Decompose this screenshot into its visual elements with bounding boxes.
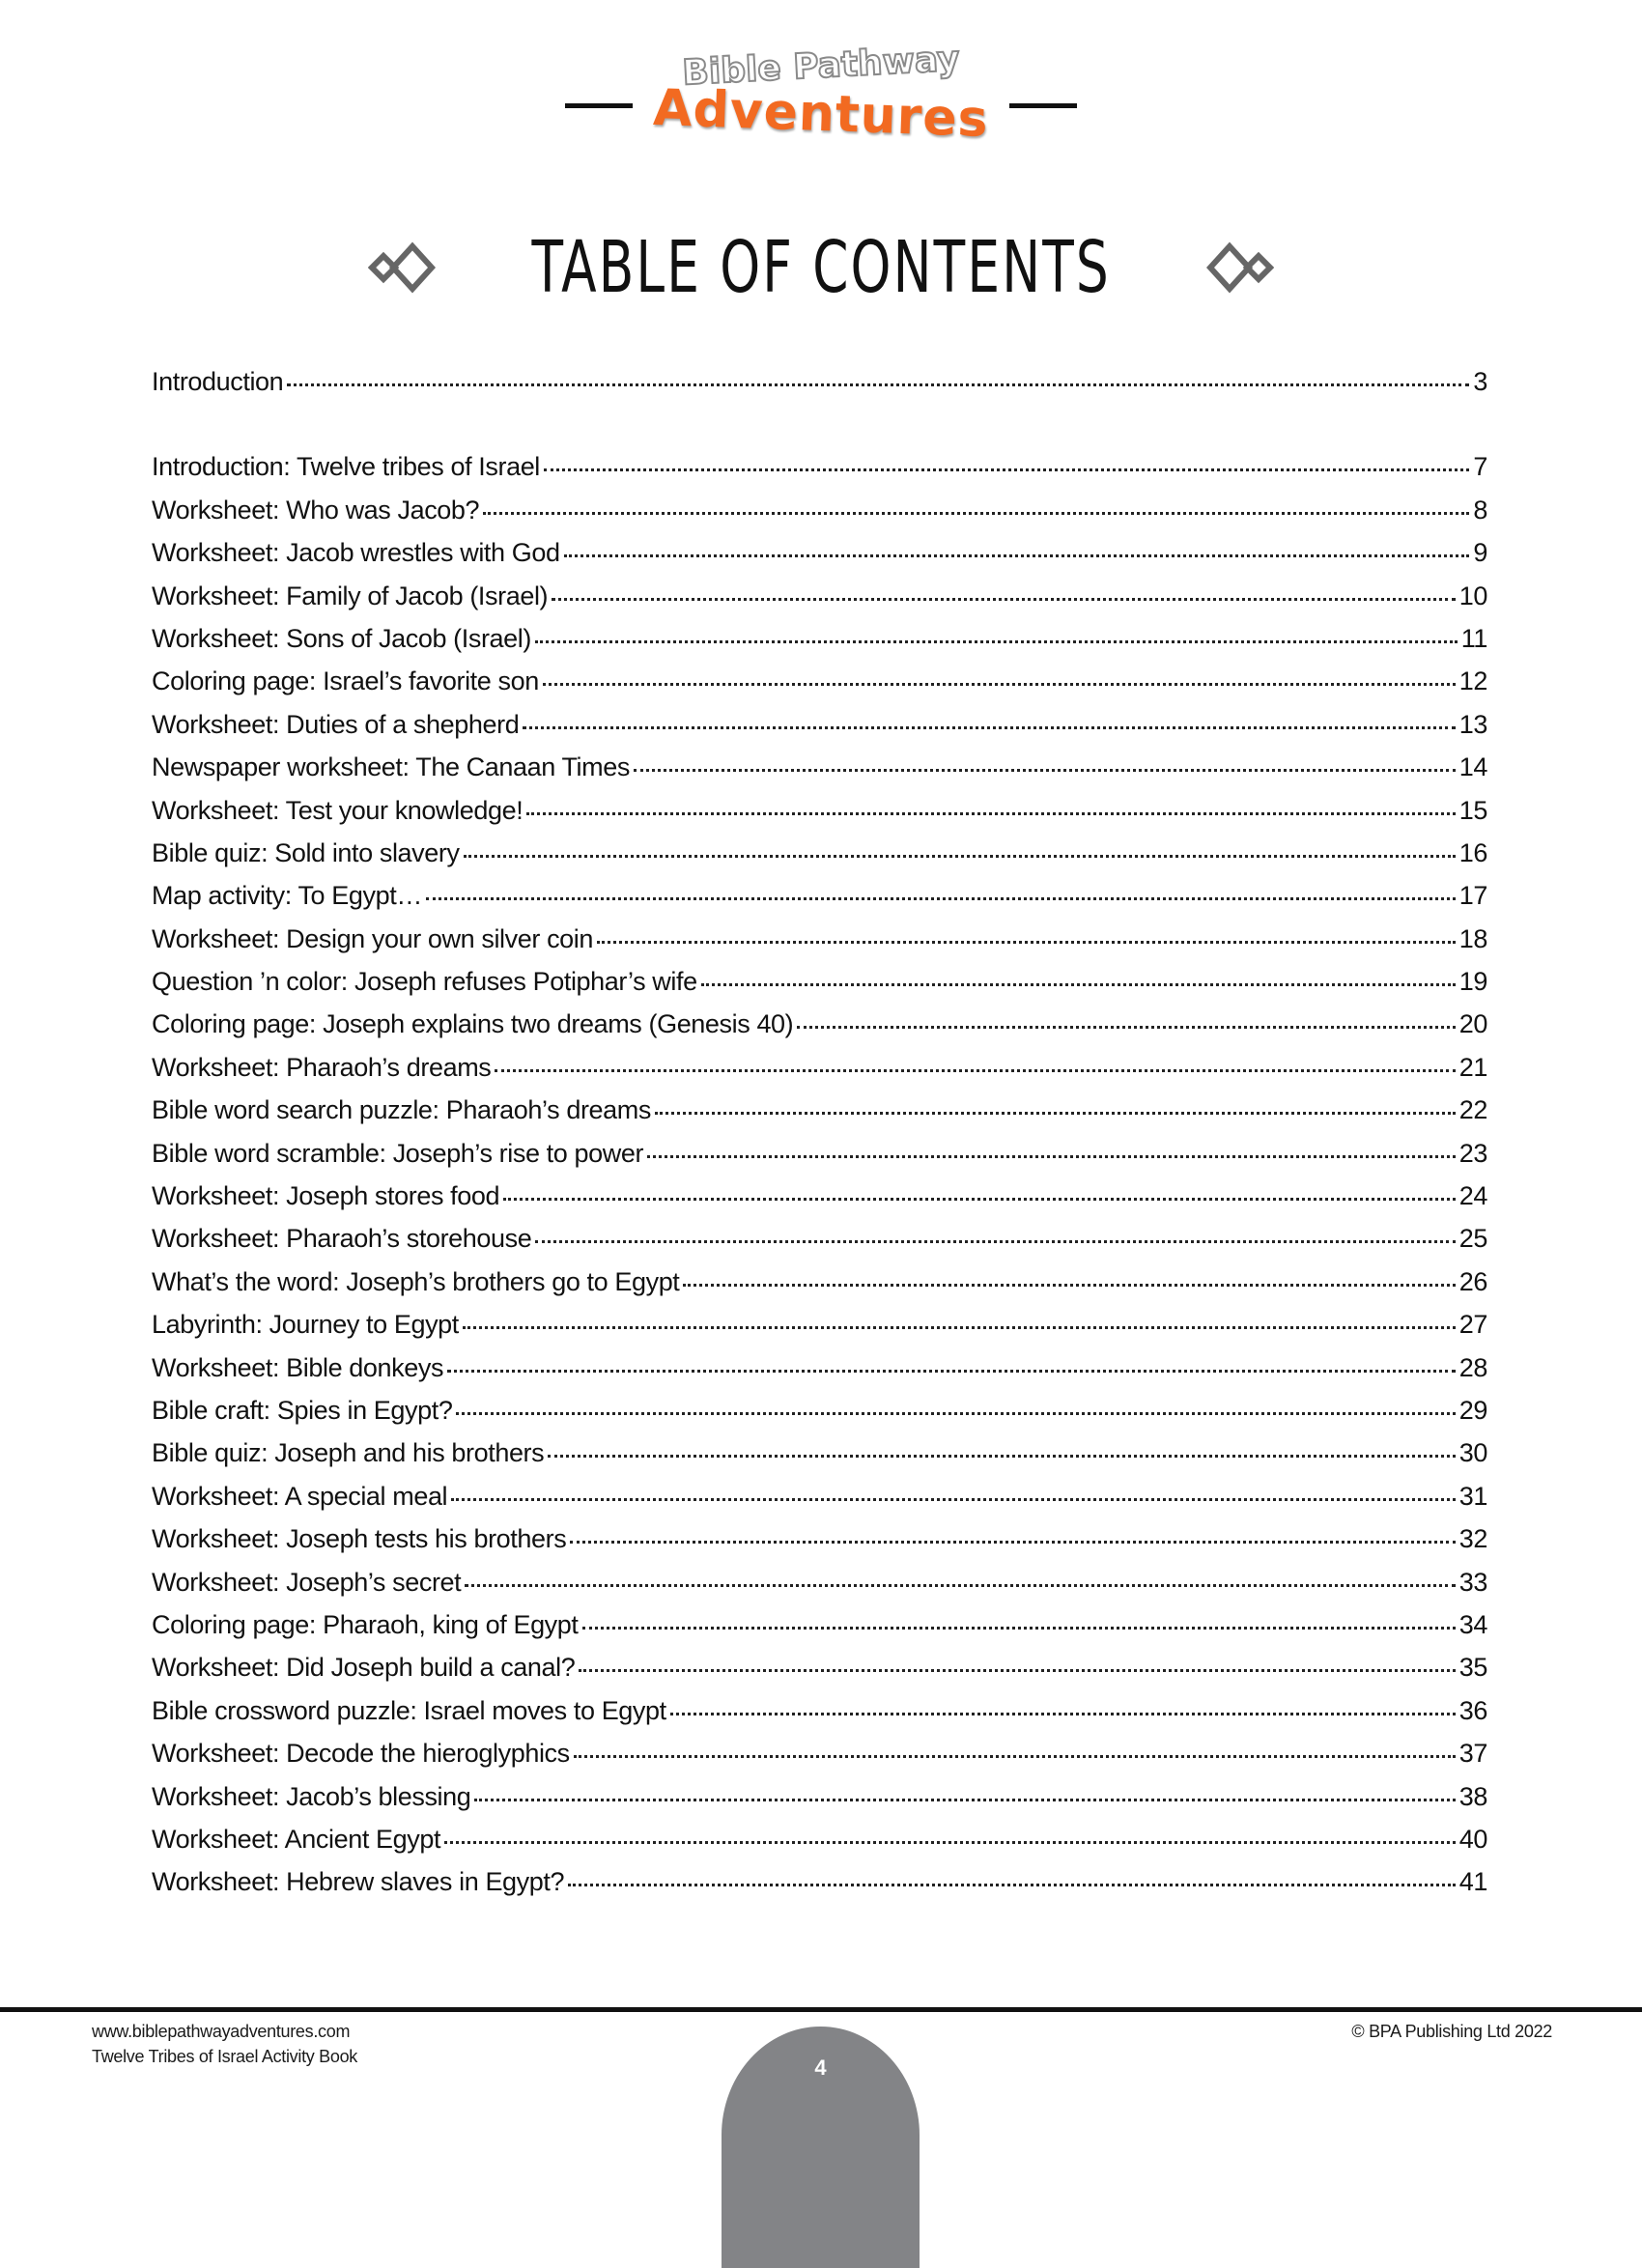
toc-entry-page: 28 <box>1458 1352 1487 1382</box>
dot-leader <box>634 769 1456 772</box>
footer-website-link[interactable]: www.biblepathwayadventures.com <box>92 2022 351 2041</box>
toc-entry-page: 7 <box>1473 452 1487 482</box>
toc-entry[interactable] <box>152 924 1487 967</box>
dot-leader <box>426 897 1456 900</box>
dot-leader <box>597 941 1456 944</box>
toc-entry[interactable] <box>152 1053 1487 1095</box>
dot-leader <box>474 1799 1455 1801</box>
toc-entry-page: 31 <box>1458 1481 1487 1511</box>
toc-entry-page: 25 <box>1458 1224 1487 1254</box>
toc-entry[interactable] <box>152 1438 1487 1481</box>
toc-entry-label: Worksheet: Joseph tests his brothers <box>152 1524 567 1554</box>
toc-entry-label: Coloring page: Pharaoh, king of Egypt <box>152 1609 579 1639</box>
toc-entry-page: 24 <box>1458 1181 1487 1211</box>
toc-entry-label: Introduction: Twelve tribes of Israel <box>152 452 540 482</box>
dot-leader <box>463 1326 1456 1329</box>
toc-entry-label: Worksheet: Pharaoh’s storehouse <box>152 1224 532 1254</box>
dot-leader <box>523 726 1455 729</box>
toc-entry-label: Worksheet: Jacob wrestles with God <box>152 538 560 568</box>
dot-leader <box>287 383 1469 386</box>
toc-entry-label: Bible crossword puzzle: Israel moves to Egypt <box>152 1695 666 1725</box>
toc-entry-page: 16 <box>1458 837 1487 867</box>
toc-entry[interactable] <box>152 496 1487 538</box>
dot-leader <box>535 640 1458 643</box>
toc-entry[interactable] <box>152 1782 1487 1825</box>
toc-entry[interactable] <box>152 1224 1487 1266</box>
toc-entry[interactable] <box>152 1482 1487 1524</box>
toc-entry-page: 40 <box>1458 1824 1487 1854</box>
toc-entry-page: 3 <box>1473 367 1487 396</box>
dot-leader <box>444 1841 1456 1844</box>
toc-entry[interactable] <box>152 838 1487 881</box>
toc-entry-label: Worksheet: Design your own silver coin <box>152 923 593 953</box>
dot-leader <box>683 1284 1455 1287</box>
toc-entry-label: Question ’n color: Joseph refuses Potiphar’s wife <box>152 967 697 997</box>
toc-entry[interactable] <box>152 1095 1487 1138</box>
toc-entry-page: 10 <box>1458 581 1487 610</box>
double-diamond-icon <box>368 239 436 297</box>
toc-entry[interactable] <box>152 1867 1487 1910</box>
toc-entry[interactable] <box>152 1353 1487 1396</box>
toc-entry[interactable] <box>152 967 1487 1009</box>
dot-leader <box>544 468 1469 471</box>
dot-leader <box>582 1627 1456 1630</box>
toc-entry[interactable] <box>152 1524 1487 1567</box>
toc-entry[interactable] <box>152 666 1487 709</box>
toc-entry-page: 32 <box>1458 1524 1487 1554</box>
table-of-contents <box>152 367 1487 1911</box>
toc-entry[interactable] <box>152 1139 1487 1181</box>
dot-leader <box>451 1498 1456 1501</box>
dot-leader <box>543 683 1456 686</box>
toc-entry-label: Labyrinth: Journey to Egypt <box>152 1310 459 1340</box>
toc-entry-page: 9 <box>1473 538 1487 568</box>
footer-book-title: Twelve Tribes of Israel Activity Book <box>92 2047 358 2066</box>
page-number-badge <box>722 2027 920 2268</box>
toc-entry-page: 19 <box>1458 967 1487 997</box>
toc-entry-label: Bible quiz: Joseph and his brothers <box>152 1438 545 1468</box>
toc-entry-page: 13 <box>1458 709 1487 739</box>
toc-entry-label: Worksheet: Family of Jacob (Israel) <box>152 581 549 610</box>
toc-entry-label: Worksheet: Hebrew slaves in Egypt? <box>152 1867 565 1897</box>
toc-entry-page: 12 <box>1458 666 1487 696</box>
dot-leader <box>670 1713 1456 1715</box>
dot-leader <box>503 1198 1456 1201</box>
dot-leader <box>535 1240 1455 1243</box>
toc-entry-page: 34 <box>1458 1609 1487 1639</box>
toc-entry-introduction[interactable] <box>152 367 1487 410</box>
toc-entry-page: 27 <box>1458 1310 1487 1340</box>
dot-leader <box>465 1584 1456 1587</box>
dot-leader <box>655 1112 1456 1115</box>
toc-entry[interactable] <box>152 796 1487 838</box>
toc-entry-page: 35 <box>1458 1653 1487 1683</box>
toc-entry-label: Bible quiz: Sold into slavery <box>152 837 460 867</box>
toc-entry-page: 22 <box>1458 1095 1487 1125</box>
toc-entry[interactable] <box>152 1009 1487 1052</box>
page-title: TABLE OF CONTENTS <box>531 226 1111 309</box>
dot-leader <box>564 554 1470 557</box>
toc-entry[interactable] <box>152 624 1487 666</box>
dot-leader <box>495 1069 1455 1072</box>
toc-entry-label: Worksheet: Joseph’s secret <box>152 1567 462 1597</box>
toc-entry[interactable] <box>152 1739 1487 1781</box>
toc-entry[interactable] <box>152 1568 1487 1610</box>
toc-entry-page: 29 <box>1458 1395 1487 1425</box>
toc-entry-page: 8 <box>1473 495 1487 524</box>
toc-entry-label: Worksheet: Who was Jacob? <box>152 495 480 524</box>
dot-leader <box>568 1884 1456 1886</box>
toc-entry-label: Newspaper worksheet: The Canaan Times <box>152 752 630 782</box>
toc-entry[interactable] <box>152 881 1487 923</box>
toc-entry-page: 33 <box>1458 1567 1487 1597</box>
toc-entry[interactable] <box>152 1653 1487 1695</box>
toc-entry-label: Worksheet: Ancient Egypt <box>152 1824 441 1854</box>
dot-leader <box>447 1370 1456 1373</box>
toc-entry-page: 14 <box>1458 752 1487 782</box>
toc-entry-page: 41 <box>1458 1867 1487 1897</box>
dot-leader <box>552 598 1456 601</box>
toc-entry[interactable] <box>152 452 1487 495</box>
toc-entry[interactable] <box>152 1181 1487 1224</box>
dot-leader <box>483 512 1469 515</box>
dot-leader <box>797 1026 1456 1029</box>
toc-entry-label: Worksheet: Pharaoh’s dreams <box>152 1052 492 1082</box>
dot-leader <box>579 1669 1455 1672</box>
toc-entry[interactable] <box>152 1610 1487 1653</box>
toc-entry-label: Worksheet: Decode the hieroglyphics <box>152 1739 570 1769</box>
toc-entry-page: 37 <box>1458 1739 1487 1769</box>
dot-leader <box>647 1155 1456 1158</box>
toc-entry-label: Worksheet: Test your knowledge! <box>152 795 524 825</box>
footer-rule <box>0 2007 1642 2012</box>
logo-top-text: Bible Pathway <box>681 39 961 94</box>
toc-entry[interactable] <box>152 1396 1487 1438</box>
toc-entry-label: Worksheet: Did Joseph build a canal? <box>152 1653 576 1683</box>
toc-entry[interactable] <box>152 1310 1487 1352</box>
dot-leader <box>570 1541 1455 1544</box>
title-row <box>0 224 1642 311</box>
dot-leader <box>464 855 1456 858</box>
dot-leader <box>574 1755 1456 1758</box>
toc-entry-page: 26 <box>1458 1266 1487 1296</box>
toc-entry-page: 36 <box>1458 1695 1487 1725</box>
toc-entry-page: 20 <box>1458 1009 1487 1039</box>
toc-entry[interactable] <box>152 1696 1487 1739</box>
toc-entry-label: What’s the word: Joseph’s brothers go to Egypt <box>152 1266 680 1296</box>
double-diamond-icon <box>1206 239 1274 297</box>
toc-entry-label: Worksheet: Joseph stores food <box>152 1181 500 1211</box>
page-number: 4 <box>814 2055 827 2080</box>
toc-entry[interactable] <box>152 752 1487 795</box>
toc-entry[interactable] <box>152 710 1487 752</box>
toc-entry-page: 17 <box>1458 881 1487 911</box>
toc-entry-label: Worksheet: Jacob’s blessing <box>152 1781 471 1811</box>
toc-entry-page: 11 <box>1460 623 1487 653</box>
toc-entry-page: 30 <box>1458 1438 1487 1468</box>
toc-entry-page: 15 <box>1458 795 1487 825</box>
toc-entry-page: 21 <box>1458 1052 1487 1082</box>
toc-entry[interactable] <box>152 1825 1487 1867</box>
toc-entry-label: Bible word search puzzle: Pharaoh’s dreams <box>152 1095 651 1125</box>
dot-leader <box>456 1412 1455 1415</box>
toc-entry-label: Worksheet: Duties of a shepherd <box>152 709 520 739</box>
dot-leader <box>526 812 1455 815</box>
toc-entry-label: Bible word scramble: Joseph’s rise to power <box>152 1138 644 1168</box>
footer-left <box>92 2019 357 2069</box>
logo-main-text: Adventures <box>652 78 990 150</box>
brand-logo <box>0 39 1642 155</box>
toc-entry-label: Map activity: To Egypt… <box>152 881 422 911</box>
toc-entry-page: 18 <box>1458 923 1487 953</box>
toc-entry-label: Worksheet: Sons of Jacob (Israel) <box>152 623 531 653</box>
toc-entry[interactable] <box>152 538 1487 581</box>
toc-entry[interactable] <box>152 581 1487 624</box>
toc-entry-label: Worksheet: Bible donkeys <box>152 1352 444 1382</box>
toc-entry-label: Bible craft: Spies in Egypt? <box>152 1395 453 1425</box>
toc-entry-label: Coloring page: Joseph explains two dreams (Genesis 40) <box>152 1009 794 1039</box>
footer-copyright: © BPA Publishing Ltd 2022 <box>1351 2022 1552 2041</box>
toc-entry-page: 38 <box>1458 1781 1487 1811</box>
dot-leader <box>548 1455 1456 1458</box>
toc-entry[interactable] <box>152 1267 1487 1310</box>
dot-leader <box>701 983 1456 986</box>
toc-entry-label: Worksheet: A special meal <box>152 1481 448 1511</box>
toc-entry-label: Coloring page: Israel’s favorite son <box>152 666 539 696</box>
toc-entry-label: Introduction <box>152 367 284 396</box>
toc-entry-page: 23 <box>1458 1138 1487 1168</box>
toc-entry-list <box>152 452 1487 1910</box>
